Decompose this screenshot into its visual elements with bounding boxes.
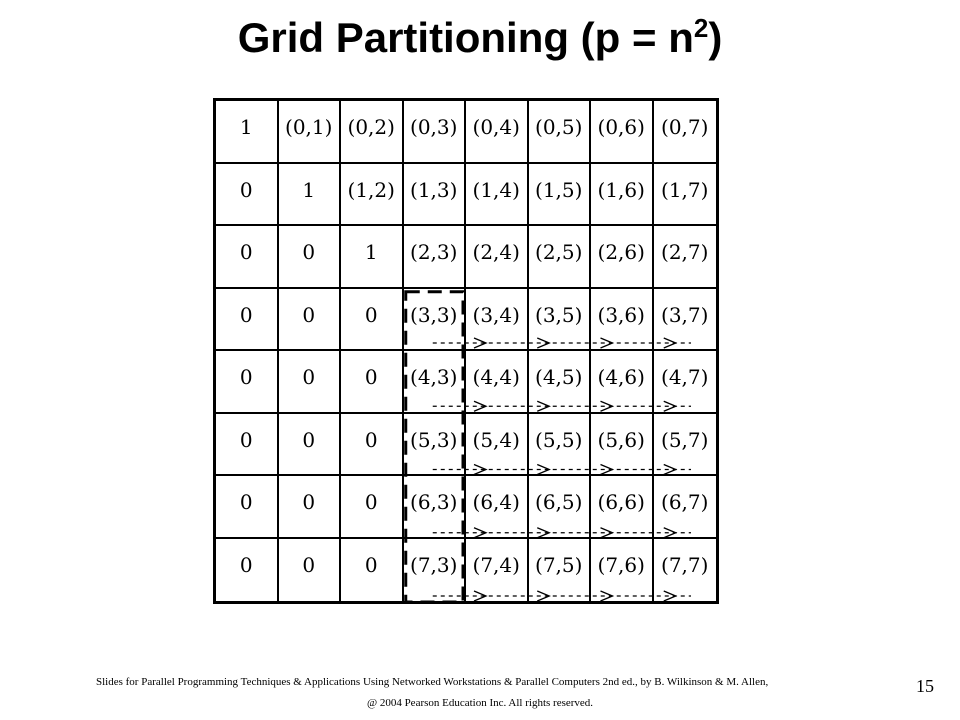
matrix-cell: 0	[279, 539, 342, 602]
matrix-cell: 0	[216, 539, 279, 602]
matrix-cell: (4,7)	[654, 351, 717, 414]
matrix-cell: (3,5)	[529, 289, 592, 352]
matrix-cell: (1,7)	[654, 164, 717, 227]
matrix-cell: 0	[279, 351, 342, 414]
matrix-cell: 0	[216, 414, 279, 477]
matrix-cell: (2,7)	[654, 226, 717, 289]
matrix-cell: (4,3)	[404, 351, 467, 414]
page-number: 15	[916, 676, 934, 696]
matrix-cell: (7,7)	[661, 552, 709, 577]
matrix-cell: (7,5)	[529, 539, 592, 602]
matrix-cell: 0	[279, 226, 342, 289]
matrix-cell: (1,5)	[529, 164, 592, 227]
matrix-cell: 0	[279, 289, 342, 352]
matrix-cell: (3,4)	[466, 289, 529, 352]
matrix-cell: (2,4)	[466, 226, 529, 289]
matrix-cell: (7,6)	[591, 539, 654, 602]
matrix-cell: (3,7)	[654, 289, 717, 352]
matrix-cell: (6,5)	[529, 476, 592, 539]
matrix-cell: (1,2)	[341, 164, 404, 227]
matrix-cell: 0	[341, 351, 404, 414]
matrix-cell: (6,4)	[466, 476, 529, 539]
matrix-cell: 0	[341, 539, 404, 602]
matrix-cell: (6,7)	[654, 476, 717, 539]
matrix-cell: (1,3)	[404, 164, 467, 227]
matrix-cell: (1,6)	[591, 164, 654, 227]
matrix-cell: 0	[341, 476, 404, 539]
matrix-cell: (5,7)	[654, 414, 717, 477]
matrix-cell: (2,5)	[529, 226, 592, 289]
matrix-cell: (0,2)	[341, 101, 404, 164]
matrix-cell: (0,6)	[591, 101, 654, 164]
matrix-cell: (0,1)	[279, 101, 342, 164]
footer-copyright: @ 2004 Pearson Education Inc. All rights reserved.	[366, 697, 594, 709]
matrix-cell: 1	[216, 101, 279, 164]
matrix-cell: (4,4)	[466, 351, 529, 414]
matrix-cell: (1,4)	[466, 164, 529, 227]
matrix-cell: (5,5)	[529, 414, 592, 477]
matrix-cell: 1	[279, 164, 342, 227]
matrix-cell: 0	[216, 164, 279, 227]
matrix-cell: 0	[341, 289, 404, 352]
matrix-cell: (5,6)	[591, 414, 654, 477]
matrix-cell: 0	[216, 226, 279, 289]
matrix-cell: (0,4)	[466, 101, 529, 164]
matrix-cell: (0,5)	[529, 101, 592, 164]
matrix-figure	[213, 98, 719, 604]
matrix-cell: 0	[279, 414, 342, 477]
matrix-cell: (4,5)	[529, 351, 592, 414]
matrix-cell: (3,3)	[404, 289, 467, 352]
matrix-cell: 0	[341, 414, 404, 477]
matrix-cell: (3,6)	[591, 289, 654, 352]
slide-title-main: Grid Partitioning (p = n	[237, 14, 694, 61]
matrix-cell: (5,4)	[466, 414, 529, 477]
matrix-cell: 0	[216, 289, 279, 352]
matrix-cell: (7,3)	[404, 539, 467, 602]
matrix-grid	[213, 98, 719, 604]
slide-title	[0, 12, 960, 64]
matrix-cell: (6,6)	[591, 476, 654, 539]
matrix-cell: 1	[341, 226, 404, 289]
matrix-cell: (7,4)	[466, 539, 529, 602]
matrix-cell: (6,3)	[404, 476, 467, 539]
matrix-cell: 0	[216, 476, 279, 539]
matrix-cell: (0,7)	[654, 101, 717, 164]
matrix-cell: (4,6)	[591, 351, 654, 414]
matrix-cell: (0,3)	[404, 101, 467, 164]
matrix-cell: (5,3)	[404, 414, 467, 477]
slide-title-superscript: 2	[693, 13, 709, 43]
matrix-cell: 0	[216, 351, 279, 414]
slide-title-close: )	[708, 14, 723, 61]
matrix-cell: (2,6)	[591, 226, 654, 289]
matrix-cell: (2,3)	[404, 226, 467, 289]
footer-citation: Slides for Parallel Programming Techniques & Applications Using Networked Workstations & Parallel Computers 2nd ed., by B. Wilkinson & M. Allen,	[96, 676, 769, 688]
matrix-cell: 0	[279, 476, 342, 539]
